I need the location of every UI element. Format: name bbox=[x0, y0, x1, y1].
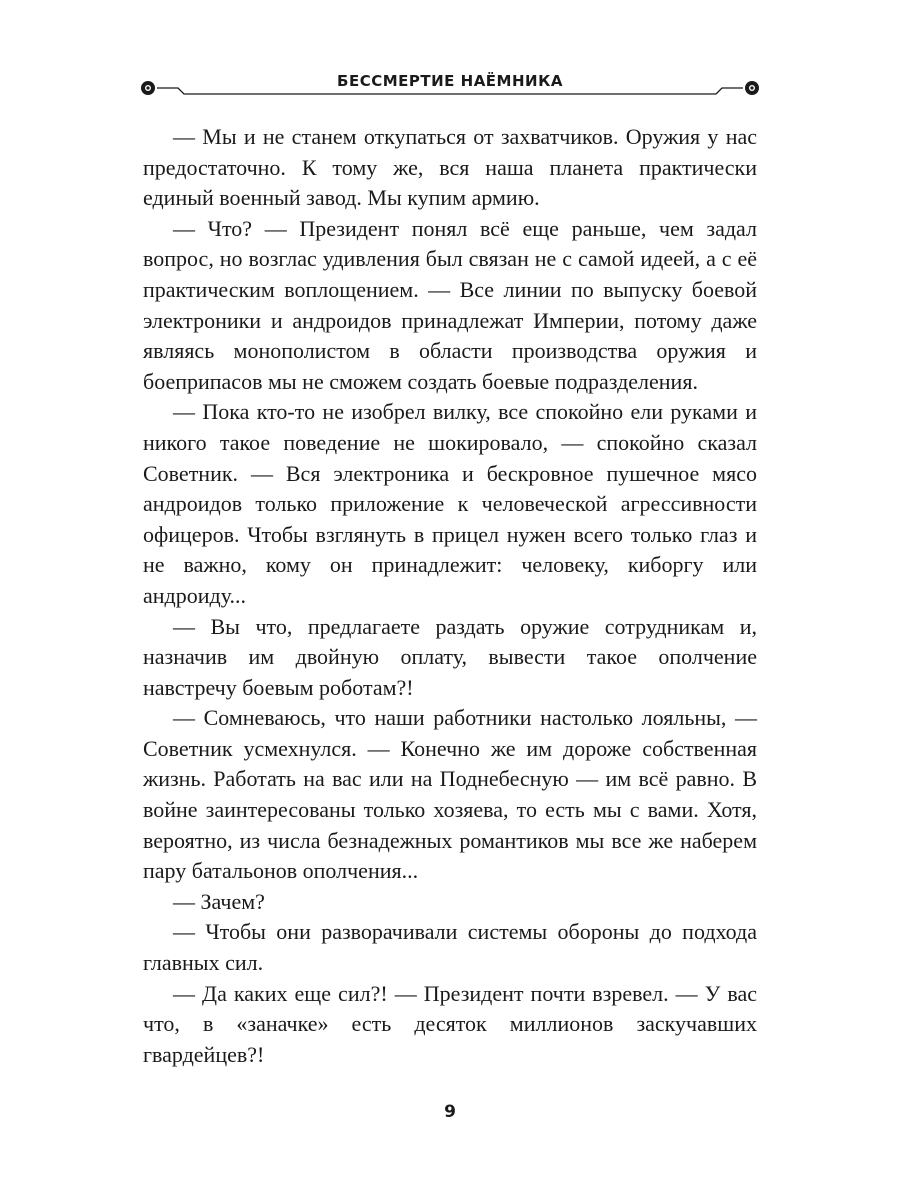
paragraph: — Чтобы они разворачивали системы обороны до подхода главных сил. bbox=[143, 919, 757, 976]
paragraph: — Что? — Президент понял всё еще раньше, чем задал вопрос, но возглас удивления был связан не с самой идеей, а с её практическим воплощением. — Все линии по выпуску боевой электроники и андроидов принадлежат Империи, потому даже являясь монополистом в области производства оружия и боеприпасов мы не сможем создать боевые подразделения. bbox=[143, 215, 757, 394]
page-number: 9 bbox=[444, 1102, 456, 1122]
paragraph: — Зачем? bbox=[173, 888, 265, 914]
paragraph: — Мы и не станем откупаться от захватчиков. Оружия у нас предостаточно. К тому же, вся наша планета практически единый военный завод. Мы купим армию. bbox=[143, 124, 757, 211]
running-title: БЕССМЕРТИЕ НАЁМНИКА bbox=[337, 72, 563, 90]
body-text bbox=[143, 122, 757, 1070]
paragraph: — Пока кто-то не изобрел вилку, все спокойно ели руками и никого такое поведение не шокировало, — спокойно сказал Советник. — Вся электроника и бескровное пушечное мясо андроидов только приложение к человеческой агрессивности офицеров. Чтобы взглянуть в прицел нужен всего только глаз и не важно, кому он принадлежит: человеку, киборгу или андроиду... bbox=[143, 399, 757, 608]
paragraph: — Вы что, предлагаете раздать оружие сотрудникам и, назначив им двойную оплату, вывести такое ополчение навстречу боевым роботам?! bbox=[143, 613, 757, 700]
paragraph: — Да каких еще сил?! — Президент почти взревел. — У вас что, в «заначке» есть десяток миллионов заскучавших гвардейцев?! bbox=[143, 980, 757, 1067]
running-header bbox=[138, 70, 762, 104]
paragraph: — Сомневаюсь, что наши работники настолько лояльны, — Советник усмехнулся. — Конечно же им дороже собственная жизнь. Работать на вас или на Поднебесную — им всё равно. В войне заинтересованы только хозяева, то есть мы с вами. Хотя, вероятно, из числа безнадежных романтиков мы все же наберем пару батальонов ополчения... bbox=[143, 705, 757, 884]
